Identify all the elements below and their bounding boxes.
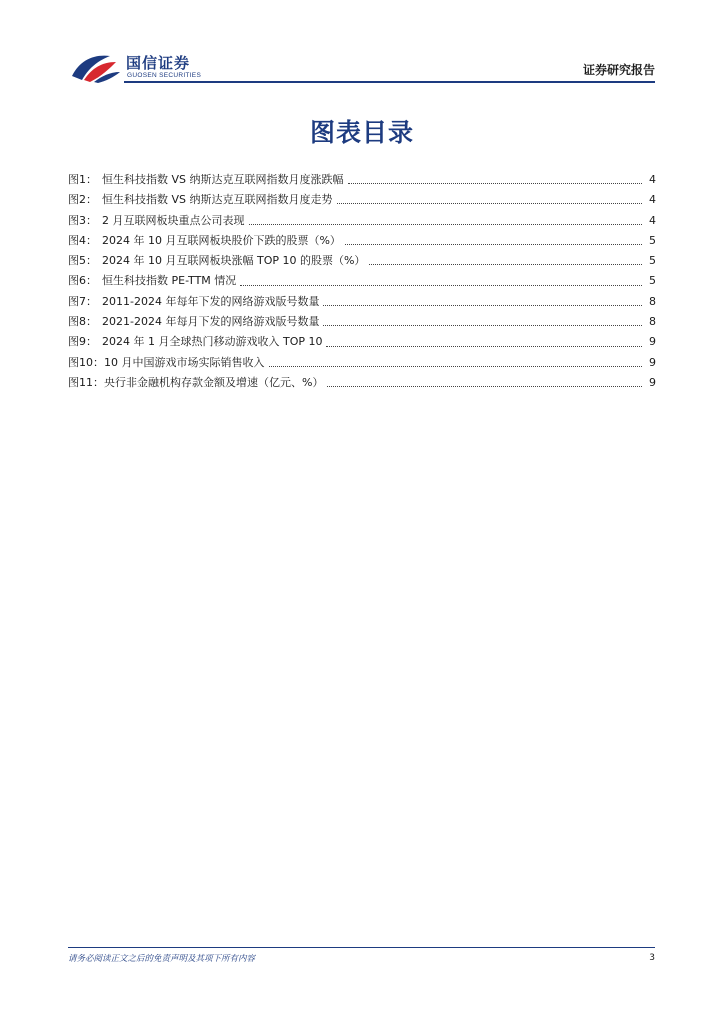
toc-entry-title xyxy=(68,332,322,352)
toc-entry-number: 图6： xyxy=(68,274,97,288)
toc-entry-page: 9 xyxy=(649,335,656,349)
toc-entry-text: 央行非金融机构存款金额及增速（亿元、%） xyxy=(104,375,324,389)
toc-entry[interactable] xyxy=(68,251,656,271)
toc-entry-text: 2 月互联网板块重点公司表现 xyxy=(102,213,245,227)
guosen-logo xyxy=(70,50,210,84)
toc-entry[interactable] xyxy=(68,312,656,332)
toc-entry-number: 图3： xyxy=(68,213,97,227)
page-header xyxy=(0,0,724,90)
toc-leader-dots xyxy=(269,365,643,367)
toc-entry-page: 8 xyxy=(649,315,656,329)
toc-entry-text: 2024 年 10 月互联网板块股价下跌的股票（%） xyxy=(102,233,341,247)
toc-entry-page: 4 xyxy=(649,213,656,227)
toc-leader-dots xyxy=(249,223,643,225)
toc-entry-title xyxy=(68,373,323,393)
toc-leader-dots xyxy=(337,202,643,204)
toc-entry-page: 9 xyxy=(649,355,656,369)
toc-entry-text: 10 月中国游戏市场实际销售收入 xyxy=(104,355,265,369)
toc-entry-number: 图10： xyxy=(68,355,104,369)
toc-entry-title xyxy=(68,312,319,332)
toc-entry-number: 图7： xyxy=(68,294,97,308)
toc-entry-title xyxy=(68,292,319,312)
toc-leader-dots xyxy=(369,263,642,265)
toc-leader-dots xyxy=(327,385,642,387)
toc-entry-text: 恒生科技指数 PE-TTM 情况 xyxy=(102,274,237,288)
toc-entry-text: 2024 年 10 月互联网板块涨幅 TOP 10 的股票（%） xyxy=(102,254,366,268)
toc-entry[interactable] xyxy=(68,211,656,231)
toc-entry-text: 2011-2024 年每年下发的网络游戏版号数量 xyxy=(102,294,320,308)
toc-entry-number: 图1： xyxy=(68,173,97,186)
logo-chinese-name: 国信证券 xyxy=(126,54,191,72)
toc-title: 图表目录 xyxy=(309,118,414,147)
footer-disclaimer: 请务必阅读正文之后的免责声明及其项下所有内容 xyxy=(68,954,256,964)
toc-entry-number: 图5： xyxy=(68,254,97,268)
logo-english-name: GUOSEN SECURITIES xyxy=(127,72,202,79)
toc-entry-page: 8 xyxy=(649,294,656,308)
toc-leader-dots xyxy=(323,324,642,326)
toc-entry-page: 9 xyxy=(649,375,656,389)
header-divider xyxy=(124,81,655,83)
report-type-label: 证券研究报告 xyxy=(582,63,655,77)
toc-entry-page: 5 xyxy=(649,254,656,268)
toc-entry-text: 恒生科技指数 VS 纳斯达克互联网指数月度涨跌幅 xyxy=(102,173,344,186)
footer-divider xyxy=(68,947,655,948)
toc-entry[interactable] xyxy=(68,190,656,210)
toc-entry-page: 5 xyxy=(649,233,656,247)
toc-list xyxy=(68,170,656,393)
toc-leader-dots xyxy=(323,304,642,306)
toc-entry[interactable] xyxy=(68,353,656,373)
toc-entry-text: 2021-2024 年每月下发的网络游戏版号数量 xyxy=(102,315,320,329)
toc-entry-page: 5 xyxy=(649,274,656,288)
toc-entry-title xyxy=(68,211,245,231)
toc-entry-number: 图2： xyxy=(68,193,97,207)
toc-entry[interactable] xyxy=(68,271,656,291)
toc-entry-title xyxy=(68,353,265,373)
toc-entry-number: 图4： xyxy=(68,233,97,247)
page-number: 3 xyxy=(649,953,655,963)
toc-entry[interactable] xyxy=(68,231,656,251)
toc-entry-title xyxy=(68,271,236,291)
toc-entry[interactable] xyxy=(68,332,656,352)
toc-entry[interactable] xyxy=(68,292,656,312)
toc-entry-title xyxy=(68,251,365,271)
toc-entry-title xyxy=(68,231,341,251)
toc-entry-number: 图11： xyxy=(68,375,104,389)
toc-leader-dots xyxy=(345,243,642,245)
guosen-logo-mark-icon xyxy=(70,50,122,84)
toc-entry-number: 图9： xyxy=(68,335,97,349)
toc-entry-title xyxy=(68,170,344,190)
toc-entry-text: 2024 年 1 月全球热门移动游戏收入 TOP 10 xyxy=(102,335,323,349)
toc-entry-page: 4 xyxy=(649,193,656,207)
toc-entry[interactable] xyxy=(68,170,656,190)
toc-entry-number: 图8： xyxy=(68,315,97,329)
toc-leader-dots xyxy=(326,345,642,347)
toc-entry-text: 恒生科技指数 VS 纳斯达克互联网指数月度走势 xyxy=(102,193,333,207)
toc-leader-dots xyxy=(348,182,643,184)
toc-entry-page: 4 xyxy=(649,173,656,186)
toc-entry[interactable] xyxy=(68,373,656,393)
toc-entry-title xyxy=(68,190,333,210)
toc-leader-dots xyxy=(240,284,642,286)
